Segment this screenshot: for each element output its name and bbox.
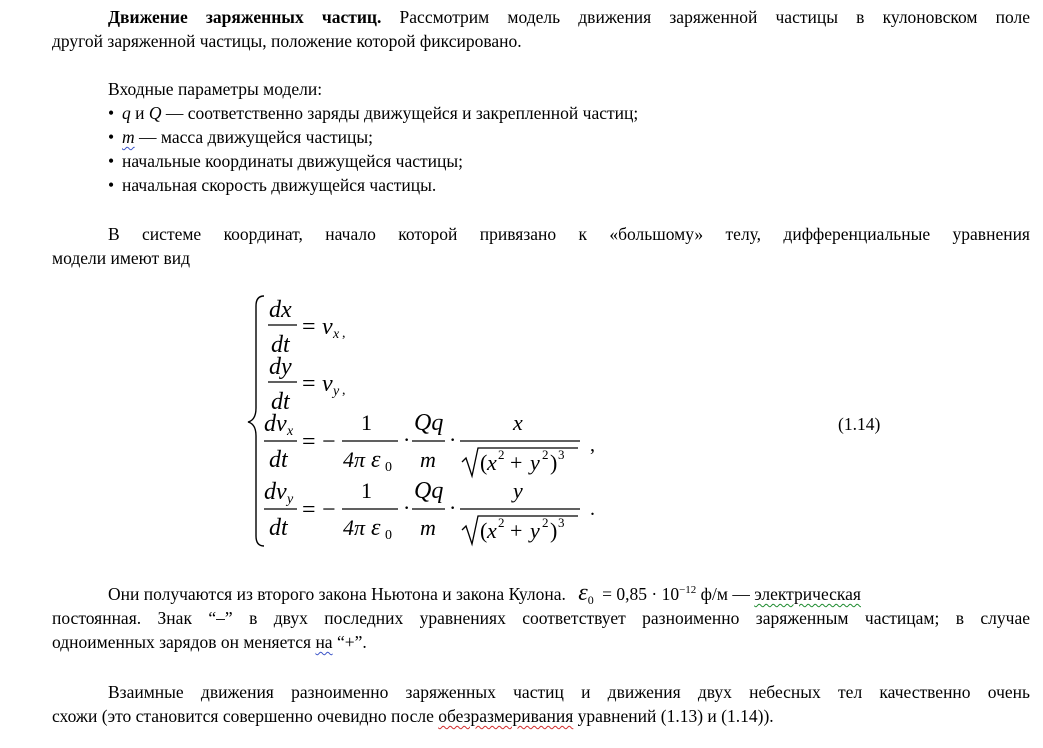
paragraph-1-line-2: другой заряженной частицы, положение которой фиксировано. — [52, 31, 522, 51]
eq1-punct: , — [342, 326, 346, 341]
left-brace-icon — [248, 296, 264, 546]
bullet-icon: • — [108, 127, 115, 147]
paragraph-4-text: схожи (это становится совершенно очевидно после — [52, 706, 439, 726]
equation-1 — [268, 297, 346, 358]
svg-text:x: x — [487, 450, 497, 475]
bullet-icon: • — [108, 151, 115, 171]
eq4-var: y — [513, 478, 523, 503]
eq4-eps-sub: 0 — [385, 528, 392, 543]
item-text: — масса движущейся частицы; — [134, 127, 374, 147]
eq3-eps: ε — [371, 447, 381, 473]
svg-text:−: − — [322, 497, 336, 523]
paragraph-3-text: “+”. — [332, 632, 367, 652]
svg-text:3: 3 — [558, 447, 565, 462]
eq4-denominator: dt — [269, 515, 288, 541]
eq3-eps-sub: 0 — [385, 460, 392, 475]
equation-system — [240, 290, 640, 552]
svg-text:=: = — [302, 371, 316, 397]
symbol-Q: Q — [148, 103, 162, 123]
bullet-icon: • — [108, 103, 115, 123]
spelling-marked-word: обезразмеривания — [438, 706, 574, 726]
paragraph-3-text: Они получаются из второго закона Ньютона и закона Кулона. — [108, 583, 566, 604]
epsilon-unit: ф/м — — [696, 583, 755, 604]
svg-text:2: 2 — [498, 515, 505, 530]
eq4-m: m — [420, 515, 436, 540]
eq3-numerator: dv — [264, 411, 287, 437]
list-item — [108, 125, 373, 149]
conj-text: и — [130, 103, 149, 123]
svg-text:): ) — [550, 518, 558, 543]
svg-text:): ) — [550, 450, 558, 475]
eq3-numerator-sub: x — [287, 424, 294, 439]
epsilon-value: = 0,85 · 10 — [597, 583, 680, 604]
epsilon-sub: 0 — [587, 593, 594, 608]
eq1-numerator: dx — [269, 297, 292, 323]
svg-text:(: ( — [480, 450, 488, 475]
eq2-rhs-sub: y — [333, 384, 340, 399]
svg-text:y: y — [530, 450, 540, 475]
eq2-punct: , — [342, 383, 346, 398]
params-heading: Входные параметры модели: — [108, 79, 323, 99]
paragraph-1-text: Рассмотрим модель движения заряженной частицы в кулоновском поле — [381, 7, 1031, 27]
svg-text:3: 3 — [558, 515, 565, 530]
item-text: начальная скорость движущейся частицы. — [122, 175, 437, 195]
eq4-eps: ε — [371, 515, 381, 541]
symbol-q: q — [122, 103, 131, 123]
svg-text:+: + — [510, 450, 523, 475]
eq1-denominator: dt — [271, 332, 290, 358]
eq4-numerator-sub: y — [287, 492, 294, 507]
svg-text:y: y — [530, 518, 540, 543]
svg-text:=: = — [302, 314, 316, 340]
svg-text:x: x — [487, 518, 497, 543]
epsilon-symbol: ε — [578, 579, 588, 606]
list-item — [108, 101, 638, 125]
paragraph-1-line-1 — [108, 5, 1030, 29]
eq1-rhs-sub: x — [333, 327, 340, 342]
svg-text:2: 2 — [542, 515, 549, 530]
eq3-one: 1 — [361, 410, 372, 435]
epsilon-exponent: −12 — [679, 584, 697, 596]
eq3-m: m — [420, 447, 436, 472]
svg-text:·: · — [403, 495, 411, 520]
eq2-denominator: dt — [271, 389, 290, 415]
equation-number: (1.14) — [838, 414, 881, 434]
list-item — [108, 173, 436, 197]
svg-text:2: 2 — [498, 447, 505, 462]
paragraph-3-line-2: постоянная. Знак “–” в двух последних уравнениях соответствует разноименно заряженным частицам; в случае — [52, 608, 1030, 628]
eq3-qq: Qq — [414, 410, 444, 436]
paragraph-4-line-2 — [52, 704, 1030, 728]
eq4-one: 1 — [361, 478, 372, 503]
eq4-four-pi: 4π — [343, 515, 366, 540]
eq3-punct: , — [590, 434, 595, 456]
eq3-four-pi: 4π — [343, 447, 366, 472]
eq3-var: x — [513, 410, 523, 435]
eq3-denominator: dt — [269, 447, 288, 473]
svg-text:+: + — [510, 518, 523, 543]
eq4-numerator: dv — [264, 479, 287, 505]
svg-text:·: · — [449, 427, 457, 452]
svg-text:2: 2 — [542, 447, 549, 462]
svg-text:·: · — [403, 427, 411, 452]
eq4-punct: . — [590, 498, 595, 520]
eq2-numerator: dy — [269, 354, 292, 380]
item-text: — соответственно заряды движущейся и закрепленной частиц; — [161, 103, 639, 123]
item-text: начальные координаты движущейся частицы; — [122, 151, 464, 171]
paragraph-3-text: одноименных зарядов он меняется — [52, 632, 316, 652]
eq1-rhs: v — [322, 314, 333, 340]
list-item — [108, 149, 463, 173]
paragraph-2-line-1: В системе координат, начало которой привязано к «большому» телу, дифференциальные уравнения — [108, 224, 1030, 244]
paragraph-4-text: уравнений (1.13) и (1.14)). — [573, 706, 774, 726]
symbol-m: m — [122, 127, 135, 147]
equation-3 — [264, 410, 595, 476]
eq2-rhs: v — [322, 371, 333, 397]
styled-word: электрическая — [754, 583, 861, 604]
bullet-icon: • — [108, 175, 115, 195]
equation-2 — [268, 354, 346, 415]
eq4-qq: Qq — [414, 478, 444, 504]
paragraph-2-line-2: модели имеют вид — [52, 248, 191, 268]
paragraph-4-line-1: Взаимные движения разноименно заряженных частиц и движения двух небесных тел качественно очень — [108, 682, 1030, 702]
paragraph-3-line-3 — [52, 630, 1030, 654]
svg-text:=: = — [302, 429, 316, 455]
svg-text:−: − — [322, 429, 336, 455]
svg-text:=: = — [302, 497, 316, 523]
svg-text:(: ( — [480, 518, 488, 543]
equation-4 — [264, 478, 595, 544]
svg-text:·: · — [449, 495, 457, 520]
section-title: Движение заряженных частиц. — [108, 7, 382, 27]
grammar-marked-word: на — [315, 632, 333, 652]
